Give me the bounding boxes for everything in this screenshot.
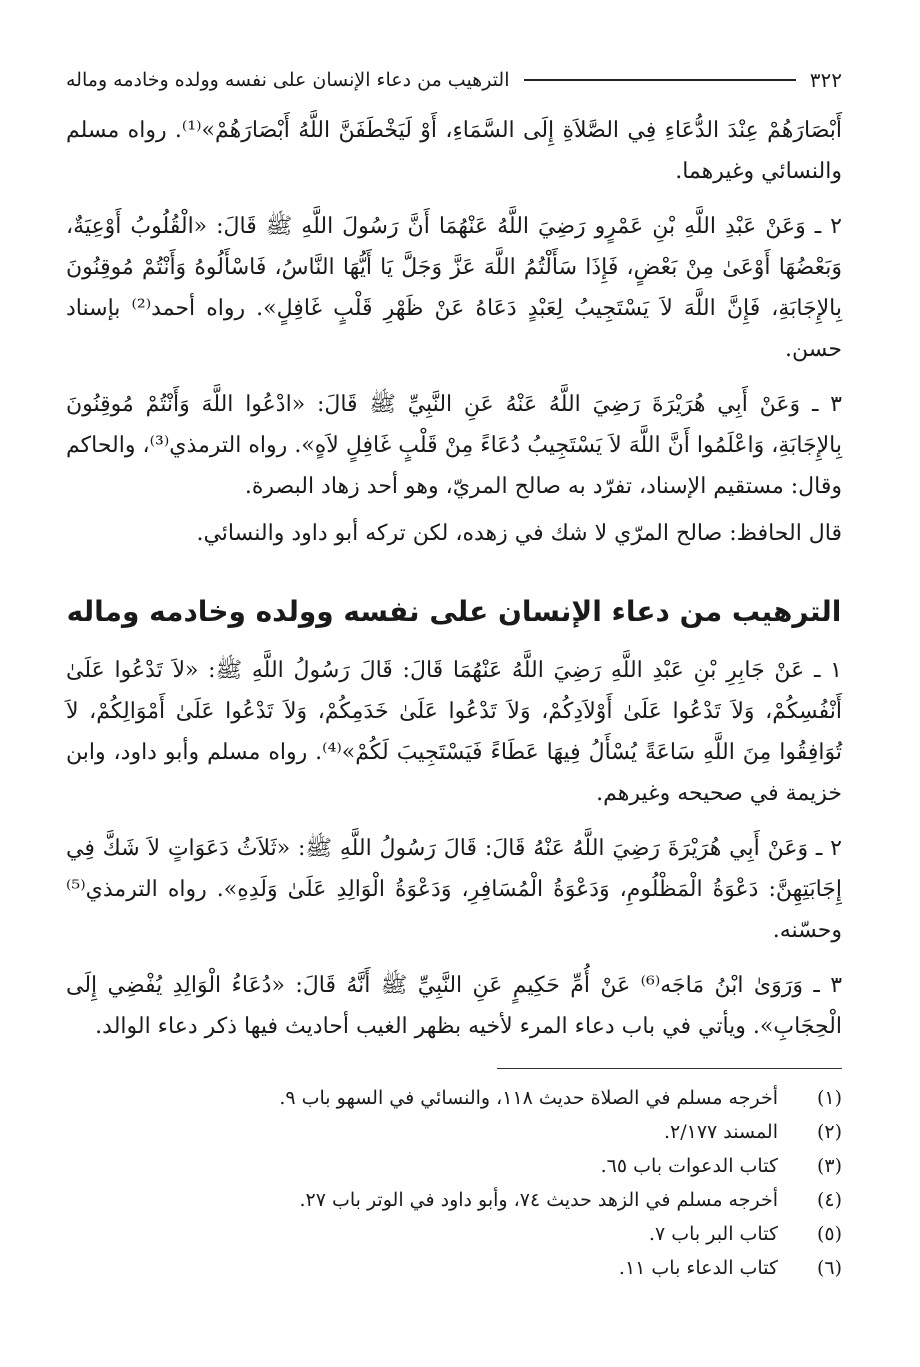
footnote	[66, 1217, 842, 1251]
footnote	[66, 1149, 842, 1183]
paragraph-continuation: أَبْصَارَهُمْ عِنْدَ الدُّعَاءِ فِي الصَّلاَةِ إِلَى السَّمَاءِ، أَوْ لَيَخْطَفَنَّ اللَّهُ أَبْصَارَهُمْ»⁽¹⁾. رواه مسلم والنسائي وغيرهما.	[66, 118, 843, 184]
footnote-text: كتاب الدعوات باب ٦٥.	[600, 1155, 778, 1177]
footnote-number: (٣)	[816, 1155, 842, 1177]
page-body	[66, 110, 842, 1061]
paragraph-hadith-3: ٣ ـ وَعَنْ أَبِي هُرَيْرَةَ رَضِيَ اللَّهُ عَنْهُ عَنِ النَّبِيِّ ﷺ قَالَ: «ادْعُوا اللَّهَ وَأَنْتُمْ مُوقِنُونَ بِالإِجَابَةِ، وَاعْلَمُوا أَنَّ اللَّهَ لاَ يَسْتَجِيبُ دُعَاءً مِنْ قَلْبٍ غَافِلٍ لاَهٍ». رواه الترمذي⁽³⁾، والحاكم وقال: مستقيم الإسناد، تفرّد به صالح المريّ، وهو أحد زهاد البصرة.	[66, 392, 842, 499]
paragraph-section-hadith-1: ١ ـ عَنْ جَابِرِ بْنِ عَبْدِ اللَّهِ رَضِيَ اللَّهُ عَنْهُمَا قَالَ: قَالَ رَسُولُ اللَّهِ ﷺ: «لاَ تَدْعُوا عَلَىٰ أَنْفُسِكُمْ، وَلاَ تَدْعُوا عَلَىٰ أَوْلاَدِكُمْ، وَلاَ تَدْعُوا عَلَىٰ خَدَمِكُمْ، وَلاَ تَدْعُوا عَلَىٰ أَمْوَالِكُمْ، لاَ تُوَافِقُوا مِنَ اللَّهِ سَاعَةً يُسْأَلُ فِيهَا عَطَاءً فَيَسْتَجِيبَ لَكُمْ»⁽⁴⁾. رواه مسلم وأبو داود، وابن خزيمة في صحيحه وغيرهم.	[66, 658, 842, 806]
running-header	[66, 70, 842, 90]
section-heading: الترهيب من دعاء الإنسان على نفسه وولده وخادمه وماله	[66, 595, 842, 628]
footnote	[66, 1183, 842, 1217]
footnote-text: كتاب الدعاء باب ١١.	[618, 1257, 778, 1279]
footnote-number: (٤)	[816, 1189, 842, 1211]
paragraph-hafiz-note: قال الحافظ: صالح المرّي لا شك في زهده، لكن تركه أبو داود والنسائي.	[196, 521, 842, 546]
footnote-text: المسند ٢/١٧٧.	[663, 1121, 778, 1143]
footnote-number: (٦)	[816, 1257, 842, 1279]
footnote-number: (٢)	[816, 1121, 842, 1143]
footnote	[66, 1081, 842, 1115]
footnote-number: (١)	[816, 1087, 842, 1109]
footnote-number: (٥)	[816, 1223, 842, 1245]
page-number: ٣٢٢	[809, 68, 842, 92]
footnote	[66, 1251, 842, 1285]
footnote	[66, 1115, 842, 1149]
paragraph-hadith-2: ٢ ـ وَعَنْ عَبْدِ اللَّهِ بْنِ عَمْرٍو رَضِيَ اللَّهُ عَنْهُمَا أَنَّ رَسُولَ اللَّهِ ﷺ قَالَ: «الْقُلُوبُ أَوْعِيَةٌ، وَبَعْضُهَا أَوْعَىٰ مِنْ بَعْضٍ، فَإِذَا سَأَلْتُمُ اللَّهَ عَزَّ وَجَلَّ يَا أَيُّهَا النَّاسُ، فَاسْأَلُوهُ وَأَنْتُمْ مُوقِنُونَ بِالإِجَابَةِ، فَإِنَّ اللَّهَ لاَ يَسْتَجِيبُ لِعَبْدٍ دَعَاهُ عَنْ ظَهْرِ قَلْبٍ غَافِلٍ». رواه أحمد⁽²⁾ بإسناد حسن.	[66, 214, 843, 362]
footnotes	[66, 1068, 842, 1285]
footnote-text: كتاب البر باب ٧.	[648, 1223, 778, 1245]
footnote-rule	[497, 1068, 842, 1069]
paragraph-section-hadith-2: ٢ ـ وَعَنْ أَبِي هُرَيْرَةَ رَضِيَ اللَّهُ عَنْهُ قَالَ: قَالَ رَسُولُ اللَّهِ ﷺ: «ثَلاَثُ دَعَوَاتٍ لاَ شَكَّ فِي إِجَابَتِهِنَّ: دَعْوَةُ الْمَظْلُومِ، وَدَعْوَةُ الْمُسَافِرِ، وَدَعْوَةُ الْوَالِدِ عَلَىٰ وَلَدِهِ». رواه الترمذي⁽⁵⁾ وحسّنه.	[66, 836, 842, 943]
footnote-text: أخرجه مسلم في الزهد حديث ٧٤، وأبو داود في الوتر باب ٢٧.	[299, 1189, 778, 1211]
paragraph-section-hadith-3: ٣ ـ وَرَوَىٰ ابْنُ مَاجَه⁽⁶⁾ عَنْ أُمِّ حَكِيمٍ عَنِ النَّبِيِّ ﷺ أَنَّهُ قَالَ: «دُعَاءُ الْوَالِدِ يُفْضِي إِلَى الْحِجَابِ». ويأتي في باب دعاء المرء لأخيه بظهر الغيب أحاديث فيها ذكر دعاء الوالد.	[66, 973, 843, 1039]
running-title: الترهيب من دعاء الإنسان على نفسه وولده وخادمه وماله	[66, 68, 510, 91]
header-rule	[524, 79, 796, 81]
footnote-text: أخرجه مسلم في الصلاة حديث ١١٨، والنسائي في السهو باب ٩.	[279, 1087, 778, 1109]
